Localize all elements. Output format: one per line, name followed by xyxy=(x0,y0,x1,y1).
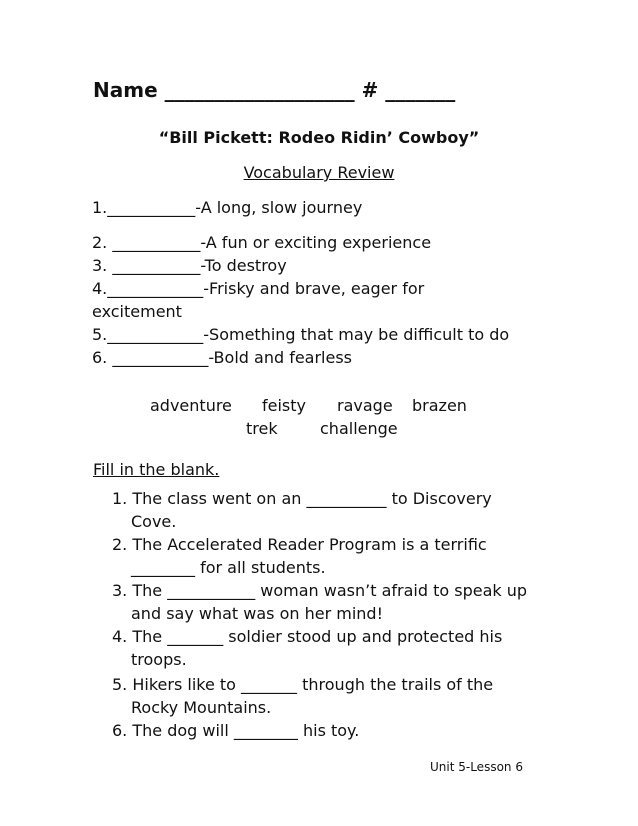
fill-question-2: 2. The Accelerated Reader Program is a terrific xyxy=(112,535,487,554)
section-heading-fill-in: Fill in the blank. xyxy=(93,460,220,479)
vocab-item-6: 6. ____________-Bold and fearless xyxy=(92,348,353,367)
name-number-line: Name ___________________ # _______ xyxy=(93,78,456,102)
word-bank-adventure: adventure xyxy=(150,396,232,415)
fill-question-1-continued: Cove. xyxy=(131,512,177,531)
fill-question-3: 3. The ___________ woman wasn’t afraid to speak up xyxy=(112,581,528,600)
word-bank-trek: trek xyxy=(246,419,278,438)
vocab-item-3: 3. ___________-To destroy xyxy=(92,256,287,275)
vocab-item-4: 4.____________-Frisky and brave, eager for xyxy=(92,279,425,298)
word-bank-ravage: ravage xyxy=(337,396,393,415)
fill-question-5: 5. Hikers like to _______ through the trails of the xyxy=(112,675,494,694)
word-bank-feisty: feisty xyxy=(262,396,306,415)
vocab-item-1: 1.___________-A long, slow journey xyxy=(92,198,363,217)
fill-question-6: 6. The dog will ________ his toy. xyxy=(112,721,360,740)
fill-question-4: 4. The _______ soldier stood up and protected his xyxy=(112,627,503,646)
word-bank-challenge: challenge xyxy=(320,419,398,438)
vocab-item-5: 5.____________-Something that may be difficult to do xyxy=(92,325,510,344)
word-bank-brazen: brazen xyxy=(412,396,467,415)
fill-question-2-continued: ________ for all students. xyxy=(131,558,326,577)
fill-question-1: 1. The class went on an __________ to Discovery xyxy=(112,489,492,508)
fill-question-5-continued: Rocky Mountains. xyxy=(131,698,272,717)
fill-question-4-continued: troops. xyxy=(131,650,187,669)
page-footer: Unit 5-Lesson 6 xyxy=(430,760,523,774)
vocab-item-4-continued: excitement xyxy=(92,302,182,321)
fill-question-3-continued: and say what was on her mind! xyxy=(131,604,383,623)
vocab-item-2: 2. ___________-A fun or exciting experience xyxy=(92,233,432,252)
section-heading-vocabulary: Vocabulary Review xyxy=(243,163,395,182)
worksheet-title: “Bill Pickett: Rodeo Ridin’ Cowboy” xyxy=(158,128,480,147)
